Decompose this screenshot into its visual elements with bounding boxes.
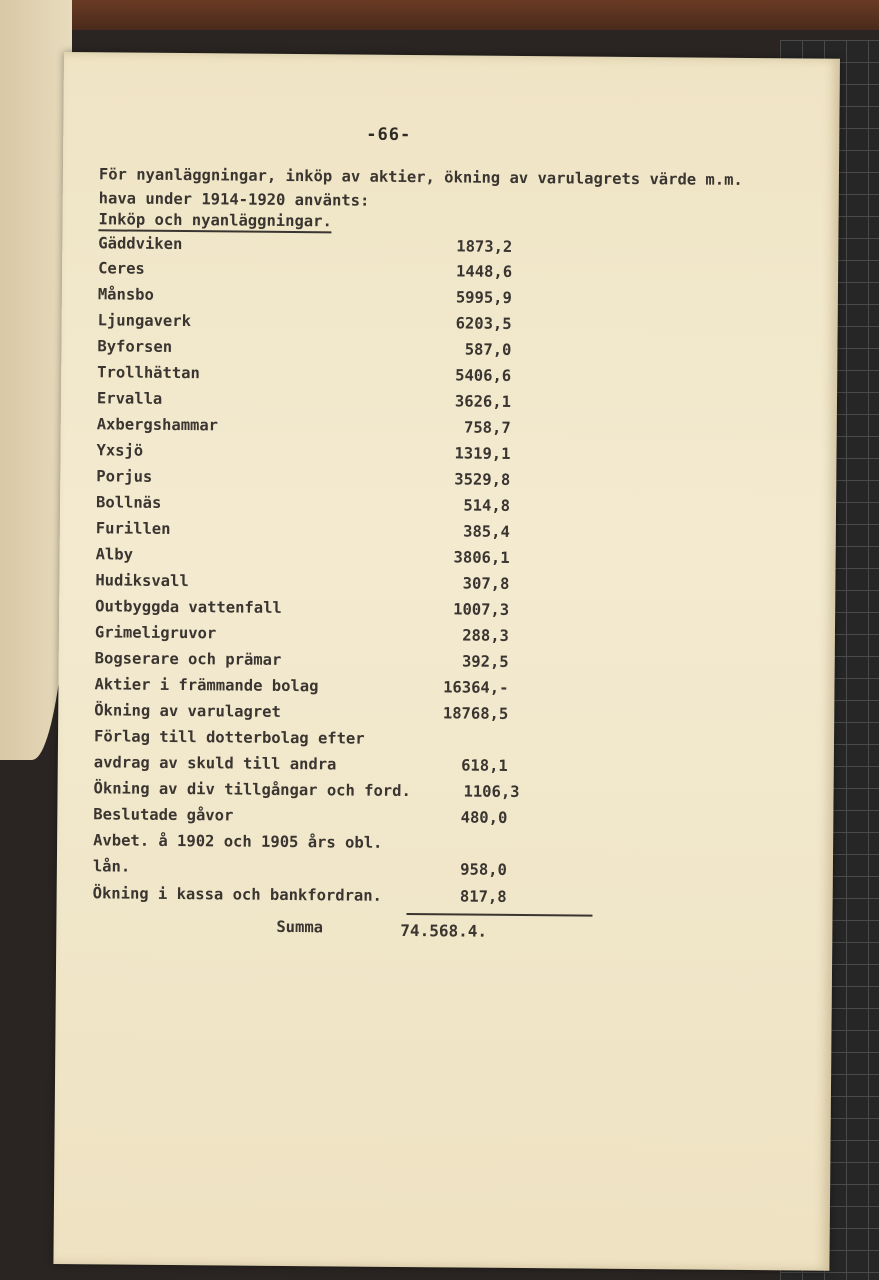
total-rule [406, 913, 592, 917]
row-label: lån. [92, 857, 131, 876]
row-label: Aktier i främmande bolag [94, 675, 319, 696]
row-value: 1319,1 [454, 444, 511, 463]
row-label: Trollhättan [97, 363, 200, 383]
row-value: 5995,9 [455, 288, 512, 307]
ledger-row [57, 857, 617, 888]
row-value: 1106,3 [463, 782, 520, 802]
row-value: 817,8 [459, 887, 507, 906]
row-value: 3626,1 [454, 392, 512, 411]
row-value: 618,1 [461, 756, 508, 775]
row-value: 514,8 [463, 496, 511, 515]
row-value: 758,7 [463, 418, 511, 437]
row-label: Ökning i kassa och bankfordran. [92, 884, 383, 905]
row-label: Porjus [96, 467, 153, 486]
row-label: Ervalla [96, 389, 163, 408]
row-label: Yxsjö [96, 441, 144, 460]
row-label: Månsbo [97, 285, 154, 304]
row-label: Hudiksvall [95, 571, 189, 591]
table-edge [0, 0, 879, 30]
row-label: Avbet. å 1902 och 1905 års obl. [93, 831, 383, 852]
ledger-rows [62, 234, 622, 906]
row-label: Ljungaverk [97, 311, 192, 331]
row-value: 288,3 [462, 626, 509, 645]
row-value: 5406,6 [455, 366, 512, 385]
row-label: Axbergshammar [96, 415, 219, 435]
row-value: 587,0 [464, 340, 512, 359]
row-value: 6203,5 [455, 314, 512, 333]
section-heading: Inköp och nyanläggningar. [98, 210, 331, 233]
intro-text: För nyanläggningar, inköp av aktier, ökning av varulagrets värde m.m. hava under 1914-1920 använts: [98, 165, 743, 210]
row-label: Byforsen [97, 337, 173, 356]
row-value: 3529,8 [454, 470, 511, 489]
ledger-row [57, 884, 617, 915]
row-label: avdrag av skuld till andra [93, 753, 337, 774]
summa-label: Summa [276, 917, 324, 937]
row-value: 3806,1 [453, 548, 510, 567]
row-label: Ökning av varulagret [94, 701, 281, 721]
row-label: Ceres [98, 259, 145, 278]
row-value: 1448,6 [456, 262, 513, 281]
row-label: Ökning av div tillgångar och ford. [93, 779, 411, 801]
row-value: 480,0 [460, 808, 508, 827]
page-number: -66- [366, 124, 412, 146]
row-label: Grimeligruvor [94, 623, 217, 643]
row-label: Furillen [95, 519, 171, 538]
row-value: 1873,2 [456, 237, 513, 256]
document-page [53, 52, 840, 1271]
row-value: 307,8 [462, 574, 510, 593]
row-label: Alby [95, 545, 134, 564]
row-label: Bollnäs [95, 493, 162, 512]
row-label: Outbyggda vattenfall [95, 597, 282, 617]
row-label: Beslutade gåvor [93, 805, 234, 825]
row-value: 392,5 [461, 652, 509, 671]
summa-value: 74.568.4. [400, 920, 488, 941]
row-value: 385,4 [463, 522, 510, 541]
row-value: 16364,- [443, 678, 509, 697]
row-value: 18768,5 [442, 704, 509, 723]
row-value: 1007,3 [453, 600, 510, 619]
row-label: Bogserare och prämar [94, 649, 282, 669]
row-label: Förlag till dotterbolag efter [93, 727, 365, 748]
row-label: Gäddviken [98, 234, 183, 254]
row-value: 958,0 [460, 860, 507, 879]
